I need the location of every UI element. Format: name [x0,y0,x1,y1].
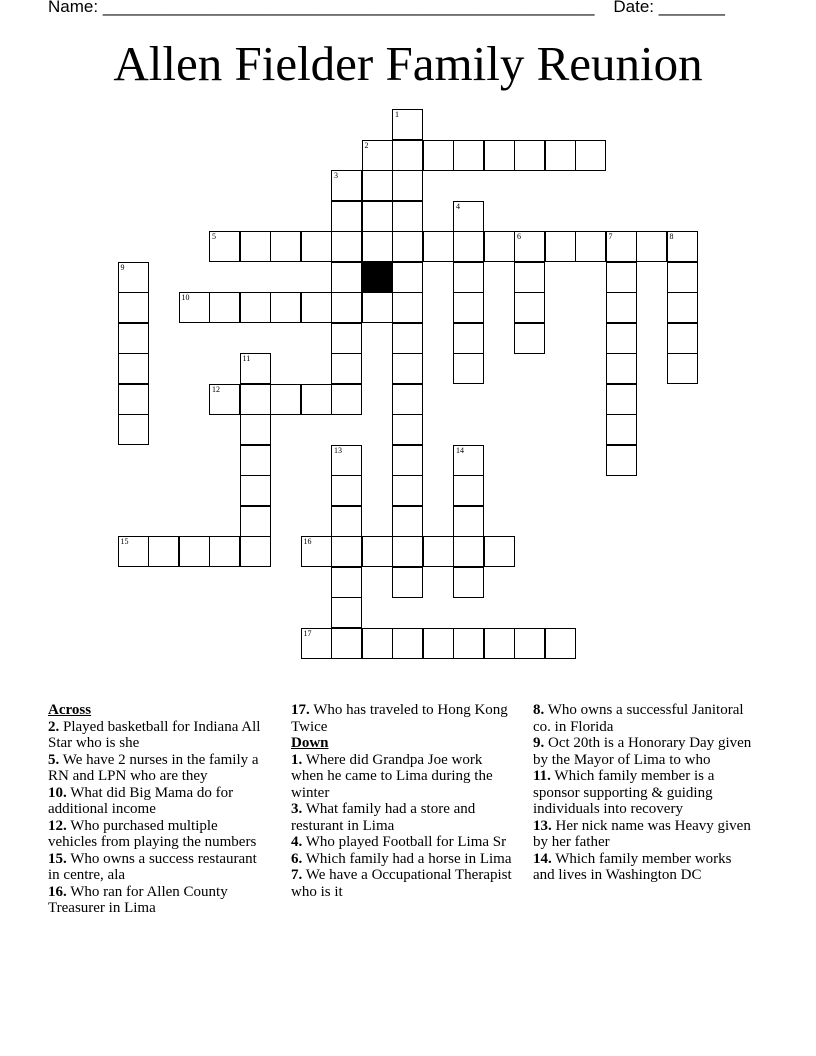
grid-cell[interactable] [301,231,332,262]
clue-number: 16. [48,883,67,900]
grid-cell[interactable] [118,353,149,384]
grid-cell[interactable] [362,231,393,262]
grid-cell[interactable] [362,140,393,171]
grid-cell[interactable] [240,231,271,262]
grid-cell[interactable] [240,536,271,567]
clue-number-label: 10 [181,293,190,302]
grid-cell[interactable] [667,323,698,354]
grid-cell[interactable] [209,231,240,262]
clue-across-15 [48,851,270,884]
grid-cell[interactable] [514,140,545,171]
clue-number-label: 6 [517,232,521,241]
grid-cell[interactable] [240,292,271,323]
grid-cell[interactable] [362,536,393,567]
clue-down-11 [533,768,755,818]
clue-number-label: 13 [334,445,342,455]
clue-text: We have 2 nurses in the family a RN and LPN who are they [48,751,259,784]
date-input-line[interactable]: _______ [658,0,725,16]
date-label: Date: [613,0,654,16]
grid-cell[interactable] [484,628,515,659]
clue-across-16 [48,884,270,917]
clue-down-8 [533,702,755,735]
clue-number: 2. [48,718,60,735]
grid-cell[interactable] [453,201,484,232]
clue-text: What family had a store and resturant in Lima [291,801,476,834]
grid-cell[interactable] [453,292,484,323]
clue-down-6 [291,851,513,868]
grid-cell[interactable] [362,201,393,232]
clue-number: 7. [291,867,303,883]
grid-cell[interactable] [453,628,484,659]
grid-cell[interactable] [606,414,637,445]
clue-number: 12. [48,817,67,834]
grid-cell[interactable] [392,140,423,171]
grid-cell[interactable] [606,323,637,354]
clue-number: 15. [48,850,67,867]
grid-cell[interactable] [392,353,423,384]
clue-across-12 [48,818,270,851]
grid-cell[interactable] [484,140,515,171]
grid-cell[interactable] [331,506,362,537]
clue-number-label: 4 [456,201,460,211]
grid-cell[interactable] [240,475,271,506]
clue-number-label: 2 [364,140,369,150]
grid-cell[interactable] [362,628,393,659]
grid-cell[interactable] [270,292,301,323]
grid-cell[interactable] [606,262,637,293]
grid-cell[interactable] [118,323,149,354]
grid-cell[interactable] [545,140,576,171]
grid-cell[interactable] [392,323,423,354]
grid-cell[interactable] [392,292,423,323]
clue-number: 1. [291,751,303,768]
clue-number: 5. [48,751,60,768]
clue-text: Who purchased multiple vehicles from playing the numbers [48,817,257,850]
clue-text: Played basketball for Indiana All Star who is she [48,718,261,751]
grid-cell[interactable] [606,353,637,384]
clue-down-3 [291,801,513,834]
grid-cell[interactable] [484,536,515,567]
clue-number-label: 11 [242,354,251,363]
clue-across-17 [291,702,513,735]
grid-cell[interactable] [392,628,423,659]
grid-cell[interactable] [392,231,423,262]
grid-cell[interactable] [453,536,484,567]
grid-cell[interactable] [392,567,423,598]
grid-cell[interactable] [514,262,545,293]
grid-cell[interactable] [575,140,606,171]
grid-cell[interactable] [453,567,484,598]
grid-cell[interactable] [209,292,240,323]
grid-cell[interactable] [148,536,179,567]
grid-cell[interactable] [667,292,698,323]
grid-cell[interactable] [545,628,576,659]
grid-cell[interactable] [423,536,454,567]
down-heading: Down [291,735,329,751]
clue-number: 9. [533,735,545,751]
grid-cell[interactable] [392,170,423,201]
grid-cell[interactable] [575,231,606,262]
grid-cell[interactable] [514,231,545,262]
grid-cell[interactable] [118,536,149,567]
grid-cell[interactable] [514,323,545,354]
clue-number-label: 3 [334,171,338,180]
grid-cell[interactable] [118,262,149,293]
clue-across-10 [48,785,270,818]
grid-cell[interactable] [392,109,423,140]
grid-cell[interactable] [392,536,423,567]
grid-cell[interactable] [392,414,423,445]
clue-number: 11. [533,768,551,784]
grid-cell[interactable] [392,475,423,506]
grid-cell[interactable] [331,353,362,384]
grid-cell[interactable] [667,262,698,293]
grid-cell[interactable] [453,231,484,262]
grid-cell[interactable] [606,231,637,262]
clue-across-2 [48,719,270,752]
grid-cell[interactable] [331,567,362,598]
clue-number-label: 12 [212,384,220,394]
clue-number-label: 16 [303,537,312,546]
black-cell [362,262,393,293]
grid-cell[interactable] [331,231,362,262]
clue-text: Who owns a success restaurant in centre, ala [48,850,257,883]
grid-cell[interactable] [301,384,332,415]
grid-cell[interactable] [514,292,545,323]
grid-cell[interactable] [179,292,210,323]
grid-cell[interactable] [331,292,362,323]
clue-number-label: 8 [669,232,674,241]
clue-number: 13. [533,817,552,834]
grid-cell[interactable] [331,384,362,415]
grid-cell[interactable] [362,170,393,201]
clue-text: What did Big Mama do for additional income [48,784,234,817]
name-input-line[interactable]: ____________________________________________________ [102,0,595,16]
clue-column-2 [291,702,513,900]
clue-text: Who ran for Allen County Treasurer in Lima [48,883,228,916]
grid-cell[interactable] [331,597,362,628]
grid-cell[interactable] [240,353,271,384]
grid-cell[interactable] [453,475,484,506]
grid-cell[interactable] [331,323,362,354]
grid-cell[interactable] [240,414,271,445]
clue-text: Where did Grandpa Joe work when he came to Lima during the winter [291,751,493,801]
grid-cell[interactable] [392,262,423,293]
grid-cell[interactable] [270,231,301,262]
clue-down-1 [291,752,513,802]
clue-number: 17. [291,702,310,718]
grid-cell[interactable] [453,140,484,171]
grid-cell[interactable] [331,262,362,293]
grid-cell[interactable] [209,536,240,567]
grid-cell[interactable] [301,628,332,659]
grid-cell[interactable] [453,323,484,354]
grid-cell[interactable] [636,231,667,262]
clue-text: Which family had a horse in Lima [305,850,512,867]
grid-cell[interactable] [667,231,698,262]
grid-cell[interactable] [392,506,423,537]
clue-text: Which family member works and lives in Washington DC [533,850,732,883]
clue-number: 3. [291,801,303,817]
across-heading: Across [48,702,92,718]
grid-cell[interactable] [545,231,576,262]
clue-across-5 [48,752,270,785]
clue-number: 8. [533,702,545,718]
clue-text: Who played Football for Lima Sr [305,834,507,850]
clue-number-label: 9 [120,262,125,272]
grid-cell[interactable] [118,292,149,323]
grid-cell[interactable] [301,536,332,567]
clue-text: We have a Occupational Therapist who is it [291,867,512,900]
clue-number: 4. [291,834,303,850]
grid-cell[interactable] [423,140,454,171]
grid-cell[interactable] [453,506,484,537]
grid-cell[interactable] [484,231,515,262]
grid-cell[interactable] [514,628,545,659]
grid-cell[interactable] [240,506,271,537]
grid-cell[interactable] [453,353,484,384]
grid-cell[interactable] [392,445,423,476]
clue-text: Who owns a successful Janitoral co. in Florida [533,702,744,735]
clue-text: Oct 20th is a Honorary Day given by the Mayor of Lima to who [533,735,752,768]
clue-number-label: 7 [608,232,613,241]
grid-cell[interactable] [453,262,484,293]
clue-column-3 [533,702,755,884]
grid-cell[interactable] [331,536,362,567]
grid-cell[interactable] [453,445,484,476]
grid-cell[interactable] [606,445,637,476]
clue-number: 6. [291,850,303,867]
grid-cell[interactable] [301,292,332,323]
grid-cell[interactable] [118,384,149,415]
clue-number: 10. [48,784,67,801]
grid-cell[interactable] [606,292,637,323]
clue-number-label: 15 [120,537,129,546]
grid-cell[interactable] [392,384,423,415]
clue-number: 14. [533,850,552,867]
clue-number-label: 5 [212,232,216,241]
clue-column-1 [48,702,270,917]
clue-down-9 [533,735,755,768]
clue-number-label: 17 [303,628,312,638]
grid-cell[interactable] [392,201,423,232]
grid-cell[interactable] [209,384,240,415]
clue-number-label: 1 [395,110,399,119]
grid-cell[interactable] [118,414,149,445]
grid-cell[interactable] [606,384,637,415]
grid-cell[interactable] [331,628,362,659]
clue-text: Who has traveled to Hong Kong Twice [291,702,508,735]
grid-cell[interactable] [331,201,362,232]
clue-down-7 [291,867,513,900]
grid-cell[interactable] [362,292,393,323]
clue-text: Her nick name was Heavy given by her father [533,817,751,850]
grid-cell[interactable] [240,384,271,415]
grid-cell[interactable] [331,475,362,506]
clue-number-label: 14 [456,445,464,455]
puzzle-title: Allen Fielder Family Reunion [113,36,703,91]
clue-text: Which family member is a sponsor supporting & guiding individuals into recovery [533,768,715,817]
grid-cell[interactable] [270,384,301,415]
grid-cell[interactable] [331,445,362,476]
clue-down-14 [533,851,755,884]
grid-cell[interactable] [179,536,210,567]
grid-cell[interactable] [667,353,698,384]
grid-cell[interactable] [423,628,454,659]
name-label: Name: [48,0,99,16]
clue-down-13 [533,818,755,851]
grid-cell[interactable] [240,445,271,476]
grid-cell[interactable] [331,170,362,201]
grid-cell[interactable] [423,231,454,262]
clue-down-4 [291,834,513,851]
